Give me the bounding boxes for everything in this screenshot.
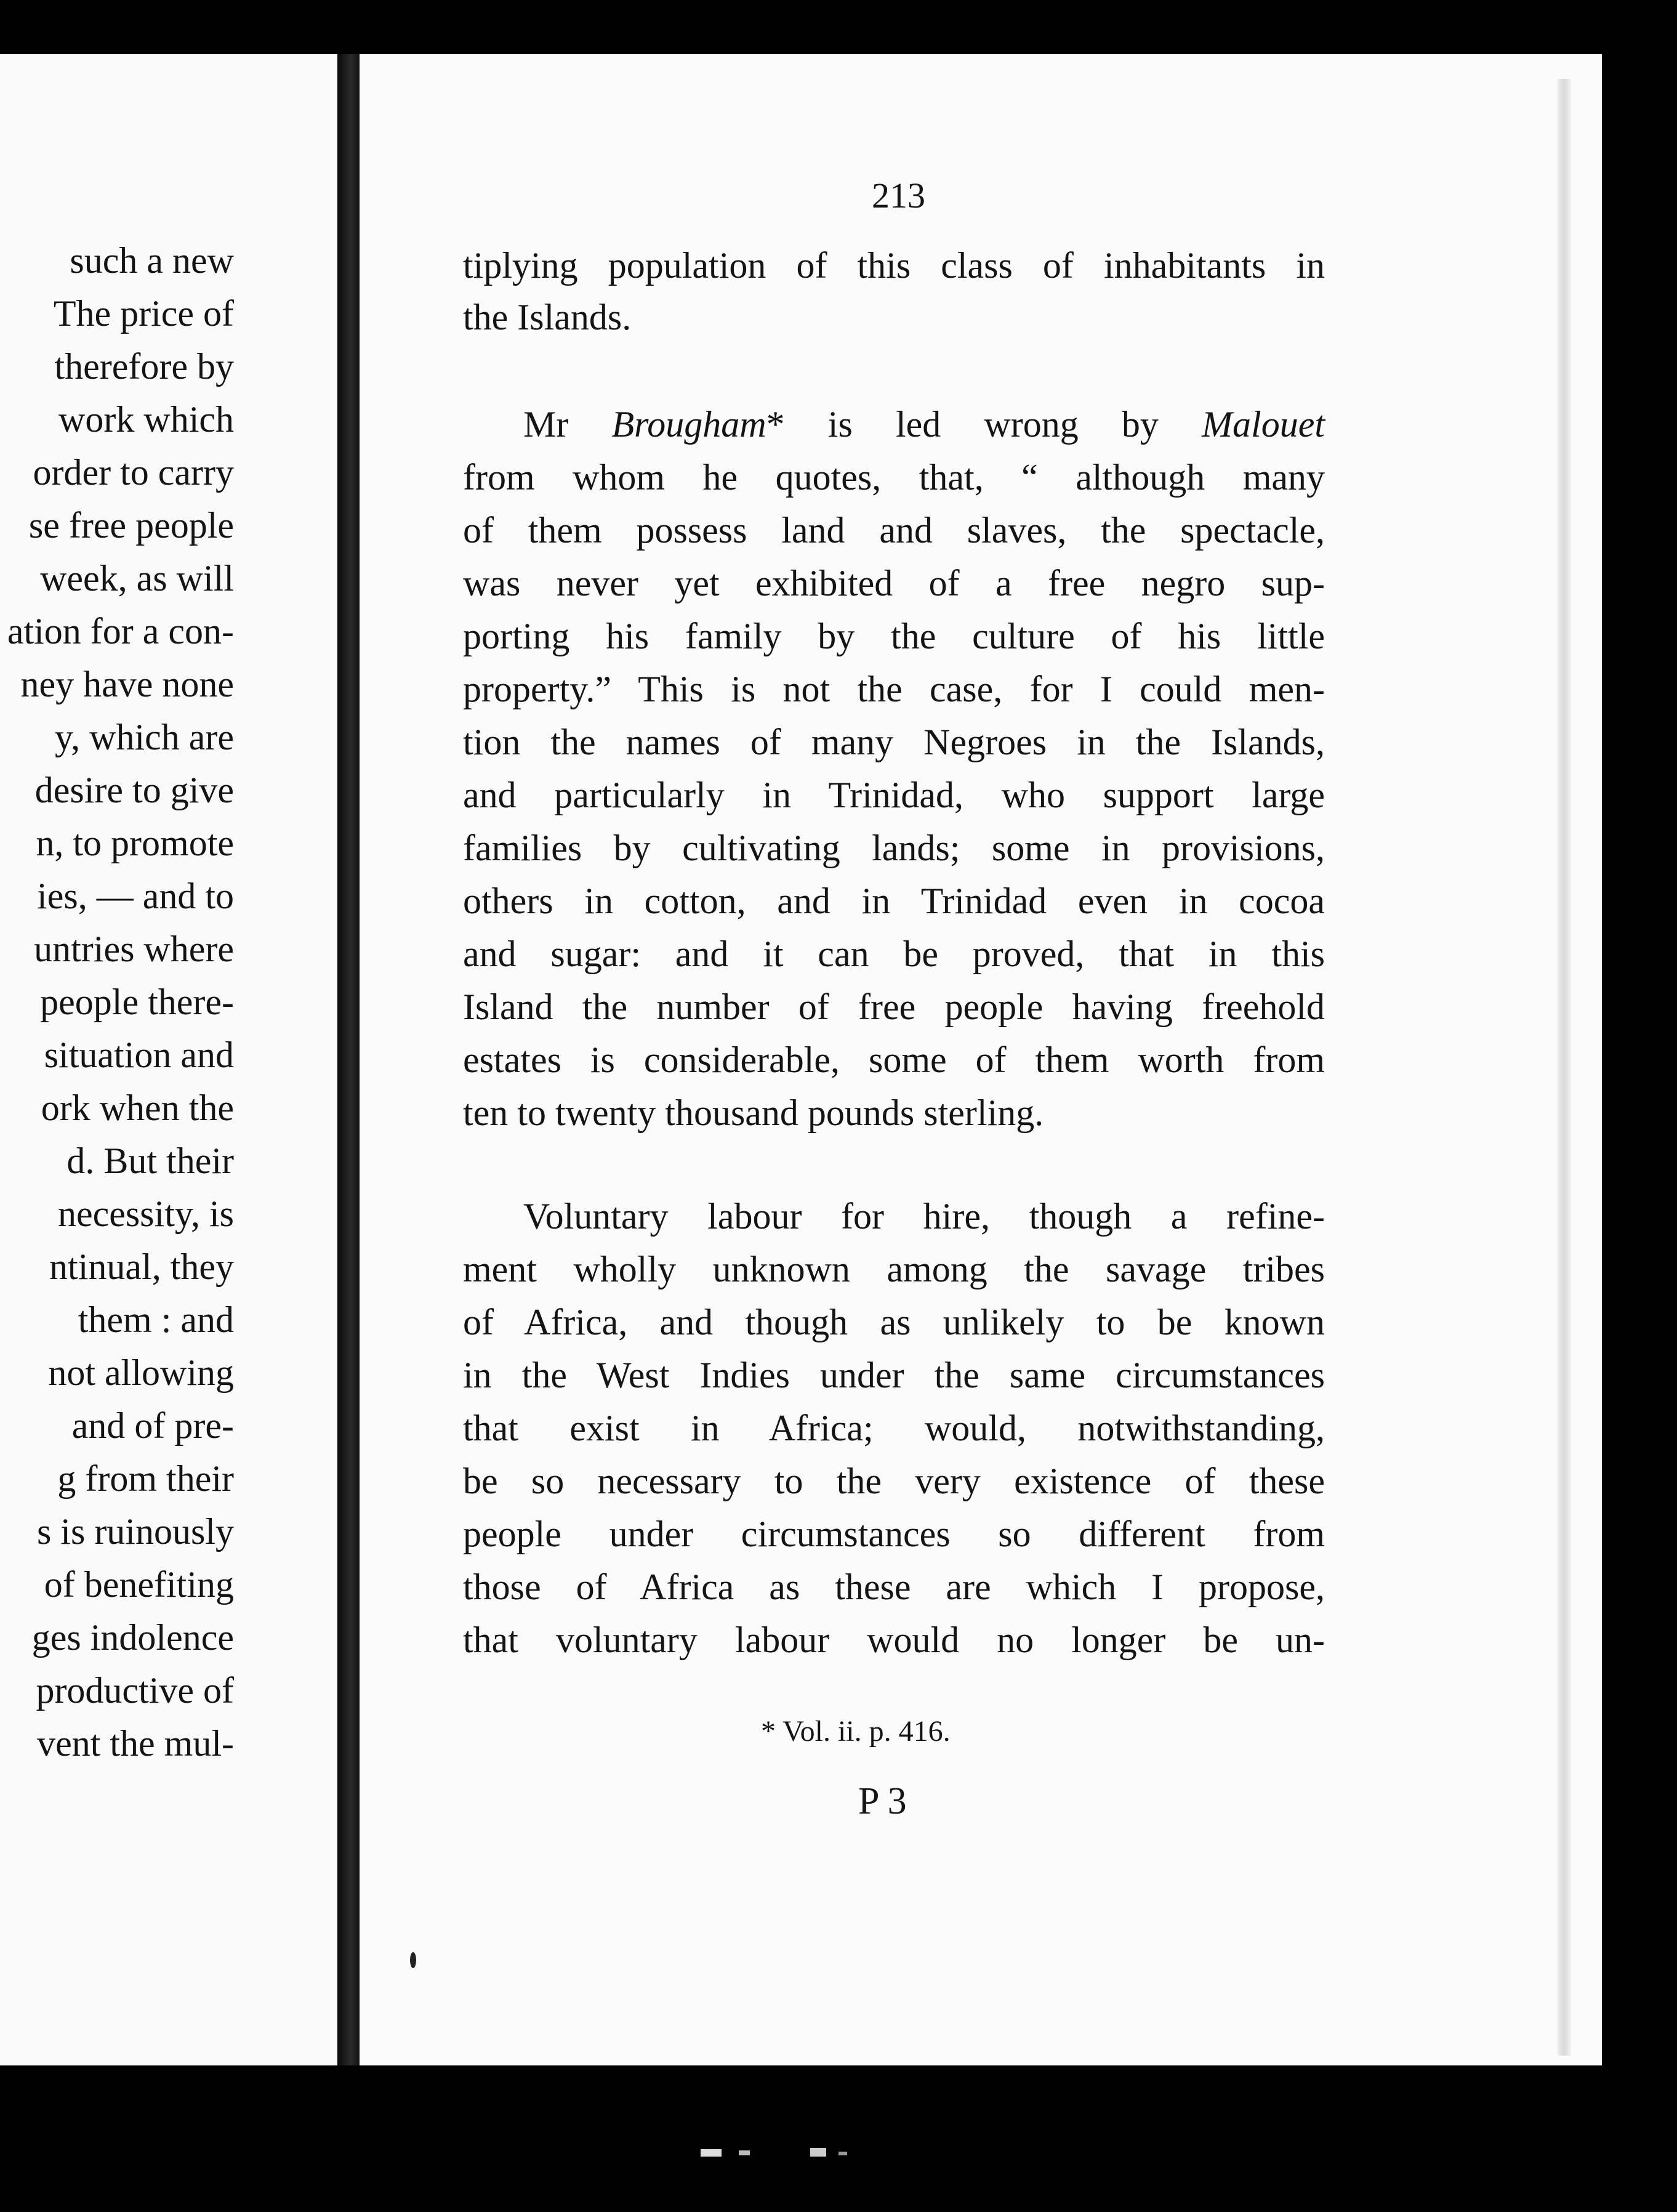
text-line: from whom he quotes, that, “ although many — [463, 457, 1325, 498]
text-line: be so necessary to the very existence of these — [463, 1461, 1325, 1501]
text-line: ment wholly unknown among the savage tribes — [463, 1249, 1325, 1290]
left-line: productive of — [36, 1670, 234, 1711]
text-line: of Africa, and though as unlikely to be known — [463, 1302, 1325, 1342]
left-line: of benefiting — [44, 1564, 234, 1605]
text-line: porting his family by the culture of his little — [463, 616, 1325, 656]
text-line: and sugar: and it can be proved, that in this — [463, 934, 1325, 974]
left-line: and of pre- — [71, 1405, 234, 1446]
text-line: ten to twenty thousand pounds sterling. — [463, 1092, 1044, 1133]
left-line: people there- — [40, 982, 234, 1022]
left-line: therefore by — [54, 346, 234, 387]
text-line — [523, 403, 1325, 446]
book-gutter — [337, 54, 360, 2065]
left-line: situation and — [44, 1035, 234, 1075]
left-line: The price of — [53, 293, 234, 334]
left-line: untries where — [34, 929, 234, 969]
text-line: estates is considerable, some of them worth from — [463, 1039, 1325, 1080]
left-line: y, which are — [55, 717, 234, 757]
text-line: tiplying population of this class of inhabitants in — [463, 245, 1325, 286]
left-line: se free people — [28, 505, 234, 546]
text-line: that voluntary labour would no longer be un- — [463, 1620, 1325, 1660]
text-line: property.” This is not the case, for I could men- — [463, 669, 1325, 709]
left-line: them : and — [78, 1299, 234, 1340]
person-name: Malouet — [1202, 404, 1325, 445]
left-line: desire to give — [34, 770, 234, 810]
left-line: d. But their — [66, 1140, 234, 1181]
text-line: Island the number of free people having freehold — [463, 987, 1325, 1027]
left-line: ork when the — [41, 1088, 234, 1128]
left-line: ntinual, they — [49, 1246, 234, 1287]
text-line: people under circumstances so different from — [463, 1514, 1325, 1554]
text-line: Voluntary labour for hire, though a refine- — [523, 1196, 1325, 1237]
text-line: and particularly in Trinidad, who support large — [463, 775, 1325, 815]
left-line: vent the mul- — [37, 1723, 234, 1764]
text-line: that exist in Africa; would, notwithstanding, — [463, 1408, 1325, 1448]
scan-speck — [410, 1952, 416, 1968]
left-line: necessity, is — [57, 1193, 234, 1234]
text-line: others in cotton, and in Trinidad even in cocoa — [463, 881, 1325, 921]
text-run: * is led wrong by — [766, 404, 1202, 445]
text-line: those of Africa as these are which I propose, — [463, 1567, 1325, 1607]
binding-artifact-icon — [696, 2145, 893, 2160]
left-line: s is ruinously — [36, 1511, 234, 1552]
left-line: work which — [58, 399, 234, 440]
left-line: ney have none — [20, 664, 234, 704]
left-line: not allowing — [48, 1352, 234, 1393]
person-name: Brougham — [611, 404, 766, 445]
page-number: 213 — [872, 176, 925, 216]
page-edge — [1558, 79, 1571, 2056]
left-line: ies, — and to — [37, 876, 234, 916]
signature-mark: P 3 — [858, 1780, 907, 1822]
left-line: ation for a con- — [7, 611, 234, 652]
left-line: such a new — [70, 240, 234, 281]
left-line: ges indolence — [31, 1617, 234, 1658]
text-line: was never yet exhibited of a free negro sup- — [463, 563, 1325, 603]
text-line: of them possess land and slaves, the spectacle, — [463, 510, 1325, 551]
text-line: in the West Indies under the same circumstances — [463, 1355, 1325, 1395]
left-line: g from their — [57, 1458, 234, 1499]
left-line: n, to promote — [36, 823, 234, 863]
footnote: * Vol. ii. p. 416. — [761, 1715, 951, 1748]
left-line: week, as will — [40, 558, 234, 599]
text-line: tion the names of many Negroes in the Islands, — [463, 722, 1325, 762]
text-line: families by cultivating lands; some in provisions, — [463, 828, 1325, 868]
left-line: order to carry — [33, 452, 234, 493]
left-page — [0, 54, 337, 2065]
text-line: the Islands. — [463, 297, 632, 337]
text-run: Mr — [523, 404, 612, 445]
